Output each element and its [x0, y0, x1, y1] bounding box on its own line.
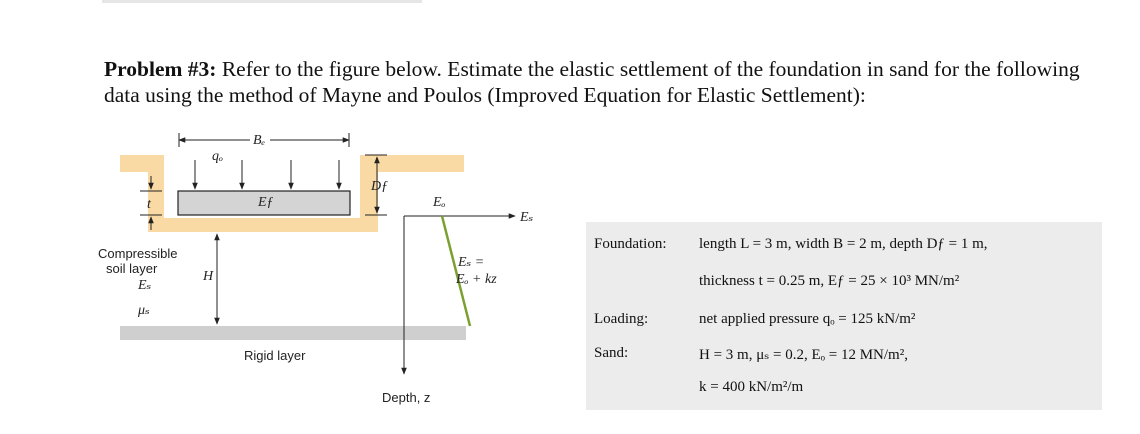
sand-label: Sand: [594, 345, 629, 361]
soil-label-line1: Compressible [98, 246, 178, 261]
load-arrows [195, 160, 339, 189]
rigid-layer-label: Rigid layer [244, 348, 306, 363]
es-equation-line1: Eₛ = [458, 255, 485, 270]
be-label: Bₑ [253, 133, 266, 148]
depth-label: Depth, z [382, 390, 431, 405]
df-label: Dƒ [371, 179, 389, 194]
foundation-line1: length L = 3 m, width B = 2 m, depth Dƒ = 1 m, [699, 236, 988, 252]
foundation-line2: thickness t = 0.25 m, Eƒ = 25 × 10³ MN/m² [699, 273, 960, 289]
problem-text: Refer to the figure below. Estimate the elastic settlement of the foundation in sand for the following data using the method of Mayne and Poulos (Improved Equation for Elastic Settlement): [104, 57, 1080, 107]
modulus-profile-line [442, 216, 470, 326]
foundation-label: Foundation: [594, 236, 667, 252]
ef-label: Eƒ [258, 195, 274, 210]
t-label: t [147, 197, 151, 212]
loading-line: net applied pressure qₒ = 125 kN/m² [699, 311, 916, 327]
eo-label: Eₒ [433, 195, 446, 210]
sand-line2: k = 400 kN/m²/m [699, 379, 804, 395]
es-axis-label: Eₛ [520, 210, 534, 225]
q0-label: qₒ [212, 149, 223, 164]
soil-es-label: Eₛ [138, 278, 152, 293]
soil-label-line2: soil layer [106, 261, 158, 276]
h-label: H [203, 269, 214, 284]
es-equation-line2: Eₒ + kz [456, 272, 497, 287]
rigid-layer [120, 326, 466, 340]
soil-mu-label: μₛ [138, 303, 150, 318]
given-data-panel [586, 222, 1102, 410]
problem-heading: Problem #3: [104, 57, 217, 81]
loading-label: Loading: [594, 311, 649, 327]
sand-line1: H = 3 m, μₛ = 0.2, Eₒ = 12 MN/m², [699, 347, 908, 363]
